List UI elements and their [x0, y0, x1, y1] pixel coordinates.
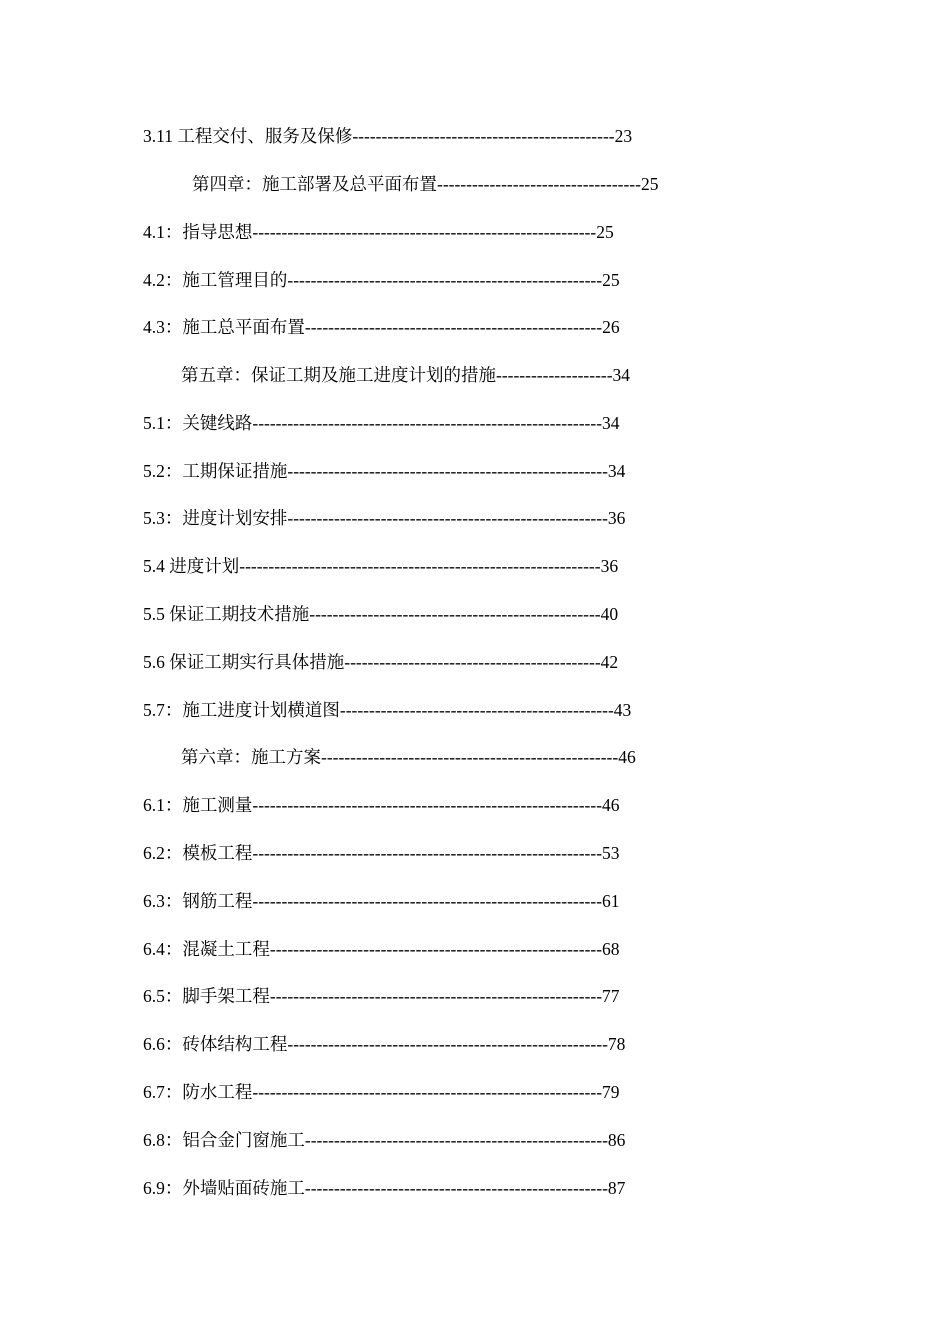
toc-entry-6-8: 6.8：铝合金门窗施工----------------------------------------------------86	[143, 1130, 626, 1150]
toc-entry-6-5: 6.5：脚手架工程---------------------------------------------------------77	[143, 986, 620, 1006]
toc-entry-4-3: 4.3：施工总平面布置---------------------------------------------------26	[143, 317, 620, 337]
toc-chapter-4: 第四章：施工部署及总平面布置-----------------------------------25	[192, 174, 659, 194]
toc-entry-5-4: 5.4 进度计划--------------------------------------------------------------36	[143, 556, 619, 576]
toc-entry-6-9: 6.9：外墙贴面砖施工----------------------------------------------------87	[143, 1178, 626, 1198]
toc-entry-5-1: 5.1：关键线路------------------------------------------------------------34	[143, 413, 620, 433]
toc-entry-5-7: 5.7：施工进度计划横道图-----------------------------------------------43	[143, 700, 632, 720]
toc-entry-3-11: 3.11 工程交付、服务及保修---------------------------------------------23	[143, 126, 633, 146]
toc-entry-5-6: 5.6 保证工期实行具体措施--------------------------------------------42	[143, 652, 619, 672]
toc-chapter-5: 第五章：保证工期及施工进度计划的措施--------------------34	[181, 365, 631, 385]
toc-entry-6-4: 6.4：混凝土工程---------------------------------------------------------68	[143, 939, 620, 959]
toc-entry-6-7: 6.7：防水工程------------------------------------------------------------79	[143, 1082, 620, 1102]
toc-entry-6-1: 6.1：施工测量------------------------------------------------------------46	[143, 795, 620, 815]
toc-entry-6-6: 6.6：砖体结构工程-------------------------------------------------------78	[143, 1034, 626, 1054]
toc-entry-5-2: 5.2：工期保证措施-------------------------------------------------------34	[143, 461, 626, 481]
toc-entry-4-2: 4.2：施工管理目的------------------------------------------------------25	[143, 270, 620, 290]
toc-entry-4-1: 4.1：指导思想-----------------------------------------------------------25	[143, 222, 614, 242]
toc-entry-6-3: 6.3：钢筋工程------------------------------------------------------------61	[143, 891, 620, 911]
toc-entry-5-5: 5.5 保证工期技术措施--------------------------------------------------40	[143, 604, 619, 624]
toc-entry-6-2: 6.2：模板工程------------------------------------------------------------53	[143, 843, 620, 863]
toc-entry-5-3: 5.3：进度计划安排-------------------------------------------------------36	[143, 508, 626, 528]
toc-chapter-6: 第六章：施工方案---------------------------------------------------46	[181, 747, 636, 767]
